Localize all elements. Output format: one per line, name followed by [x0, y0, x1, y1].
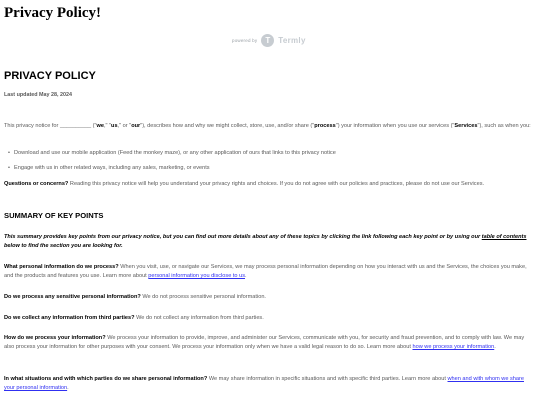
how-we-process-link[interactable]: how we process your information — [412, 344, 495, 350]
key-point-sharing — [4, 375, 536, 393]
key-point-processing — [4, 334, 536, 352]
intro-text: ") your information when you use our services (" — [335, 123, 455, 129]
intro-services: Services — [454, 123, 478, 129]
powered-by-label: powered by — [232, 38, 258, 43]
intro-text: "), describes how and why we might collect, store, use, and/or share (" — [140, 123, 315, 129]
document-title: PRIVACY POLICY — [4, 70, 96, 82]
key-point-text: We process your information to provide, improve, and administer our Services, communicate with you, for security and fraud prevention, and to comply with law. We may also process your information for other purposes with your consent. We process your information only when we have a valid legal reason to do so. Learn more about — [4, 335, 525, 350]
termly-brand: Termly — [278, 36, 306, 45]
termly-logo-letter: T — [265, 35, 271, 45]
key-point-question: In what situations and with which parties do we share personal information? — [4, 376, 208, 382]
powered-by-termly[interactable] — [232, 34, 306, 47]
intro-paragraph — [4, 122, 536, 131]
key-point-after: . — [245, 273, 247, 279]
key-point-question: What personal information do we process? — [4, 264, 119, 270]
last-updated: Last updated May 28, 2024 — [4, 92, 73, 98]
summary-intro — [4, 233, 536, 251]
intro-our: our — [131, 123, 141, 129]
key-point-personal-info — [4, 263, 536, 281]
intro-text: ," " — [103, 123, 112, 129]
page-title: Privacy Policy! — [4, 5, 102, 21]
summary-heading: SUMMARY OF KEY POINTS — [4, 211, 104, 220]
intro-text: This privacy notice for __________ (" — [4, 123, 97, 129]
summary-intro-text: This summary provides key points from our privacy notice, but you can find out more details about any of these topics by clicking the link following each key point or by using our — [4, 234, 482, 240]
key-point-question: Do we collect any information from third parties? — [4, 315, 135, 321]
key-point-text: We do not process sensitive personal information. — [140, 294, 266, 300]
bullet-item: • Engage with us in other related ways, including any sales, marketing, or events — [14, 164, 534, 173]
table-of-contents-link[interactable]: table of contents — [481, 234, 527, 240]
key-point-text: When you visit, use, or navigate our Services, we may process personal information depending on how you interact with us and the Services, the choices you make, and the products and features you use. Learn more about — [4, 264, 527, 279]
key-point-question: Do we process any sensitive personal information? — [4, 294, 141, 300]
key-point-text: We may share information in specific situations and with specific third parties. Learn more about — [207, 376, 448, 382]
intro-text: "), such as when you: — [477, 123, 531, 129]
share-info-link[interactable]: when and with whom we share your personal information — [4, 376, 524, 391]
intro-process: process — [314, 123, 336, 129]
key-point-third-parties — [4, 314, 536, 323]
intro-text: ," or " — [117, 123, 132, 129]
termly-logo-icon — [261, 34, 274, 47]
bullet-item: • Download and use our mobile application (Feed the monkey maze), or any other application of ours that links to this privacy notice — [14, 149, 534, 158]
questions-text: Reading this privacy notice will help you understand your privacy rights and choices. If you do not agree with our policies and practices, please do not use our Services. — [68, 181, 485, 187]
summary-intro-after: below to find the section you are looking for. — [4, 243, 123, 249]
key-point-after: . — [67, 385, 69, 391]
key-point-question: How do we process your information? — [4, 335, 106, 341]
key-point-after: . — [494, 344, 496, 350]
questions-paragraph — [4, 180, 536, 189]
personal-info-link[interactable]: personal information you disclose to us — [148, 273, 245, 279]
intro-we: we — [96, 123, 104, 129]
key-point-text: We do not collect any information from third parties. — [134, 315, 264, 321]
questions-label: Questions or concerns? — [4, 181, 69, 187]
key-point-sensitive — [4, 293, 536, 302]
intro-us: us — [111, 123, 118, 129]
